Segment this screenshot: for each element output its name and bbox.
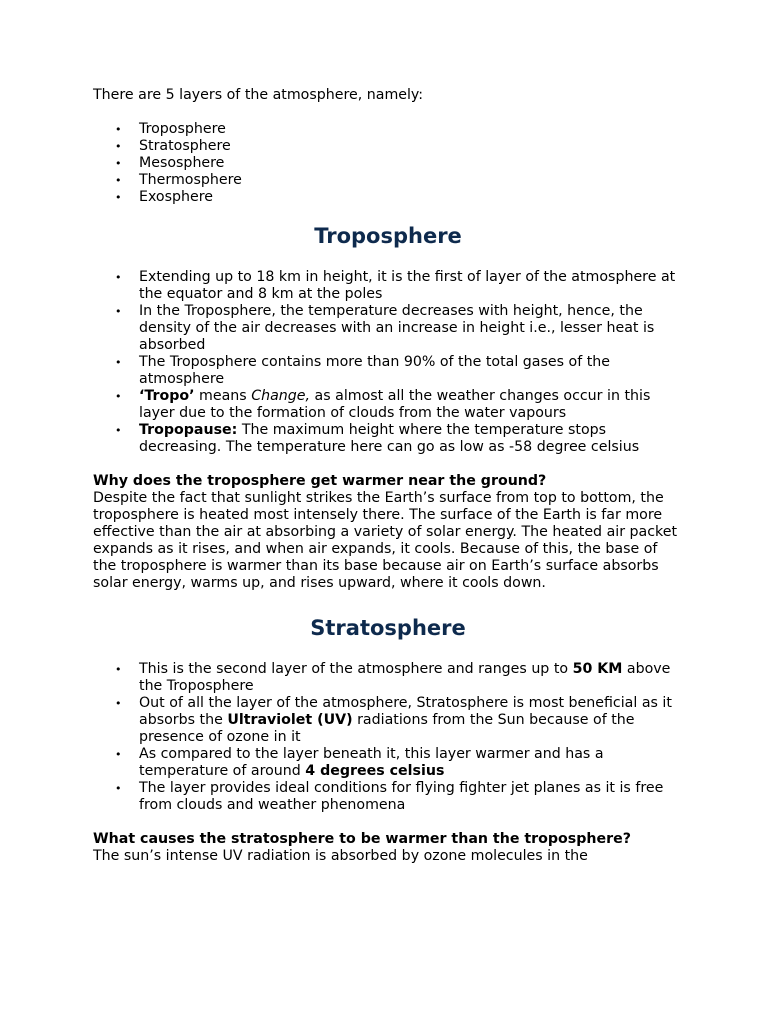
list-item-mesosphere: • Mesosphere xyxy=(139,155,683,172)
list-item xyxy=(139,422,683,456)
tropopause-term: Tropopause: xyxy=(139,422,238,438)
strat-temp-text: As compared to the layer beneath it, this layer warmer and has a temperature of around xyxy=(139,746,604,779)
strat-range-value: 50 KM xyxy=(572,661,623,677)
document-page xyxy=(93,87,683,865)
troposphere-qa xyxy=(93,473,683,592)
intro-text: There are 5 layers of the atmosphere, namely: xyxy=(93,87,424,103)
strat-uv-text: Out of all the layer of the atmosphere, Stratosphere is most beneficial as it absorbs the xyxy=(139,695,672,728)
stratosphere-qa xyxy=(93,831,683,865)
strat-range-text: This is the second layer of the atmosphere and ranges up to xyxy=(139,661,573,677)
list-item-troposphere: • Troposphere xyxy=(139,121,683,138)
troposphere-heading: Troposphere xyxy=(314,224,462,248)
tropo-term: ‘Tropo’ xyxy=(139,388,195,404)
list-item xyxy=(139,661,683,695)
list-item: • Extending up to 18 km in height, it is the first of layer of the atmosphere at the equator and 8 km at the poles xyxy=(139,269,683,303)
list-item-exosphere: • Exosphere xyxy=(139,189,683,206)
stratosphere-answer: The sun’s intense UV radiation is absorbed by ozone molecules in the xyxy=(93,848,588,864)
list-item-thermosphere: • Thermosphere xyxy=(139,172,683,189)
strat-uv-term: Ultraviolet (UV) xyxy=(227,712,353,728)
layers-list xyxy=(93,121,683,206)
stratosphere-heading: Stratosphere xyxy=(310,616,466,640)
stratosphere-question: What causes the stratosphere to be warmer than the troposphere? xyxy=(93,831,631,847)
list-item-stratosphere: • Stratosphere xyxy=(139,138,683,155)
tropopause-definition: The maximum height where the temperature stops decreasing. The temperature here can go as low as -58 degree celsius xyxy=(139,422,640,455)
tropo-means: means xyxy=(194,388,252,404)
strat-temp-value: 4 degrees celsius xyxy=(305,763,445,779)
strat-uv-suffix: radiations from the Sun because of the presence of ozone in it xyxy=(139,712,635,745)
troposphere-facts-list xyxy=(93,269,683,456)
list-item xyxy=(139,695,683,746)
troposphere-question: Why does the troposphere get warmer near the ground? xyxy=(93,473,547,489)
list-item: • In the Troposphere, the temperature decreases with height, hence, the density of the air decreases with an increase in height i.e., lesser heat is absorbed xyxy=(139,303,683,354)
list-item xyxy=(139,388,683,422)
tropo-meaning: Change, xyxy=(251,388,311,404)
list-item: • The layer provides ideal conditions for flying fighter jet planes as it is free from clouds and weather phenomena xyxy=(139,780,683,814)
list-item: • The Troposphere contains more than 90% of the total gases of the atmosphere xyxy=(139,354,683,388)
list-item xyxy=(139,746,683,780)
tropo-explanation: as almost all the weather changes occur in this layer due to the formation of clouds from the water vapours xyxy=(139,388,651,421)
strat-range-suffix: above the Troposphere xyxy=(139,661,671,694)
troposphere-answer: Despite the fact that sunlight strikes the Earth’s surface from top to bottom, the troposphere is heated most intensely there. The surface of the Earth is far more effective than the air at absorbing a variety of solar energy. The heated air packet expands as it rises, and when air expands, it cools. Because of this, the base of the troposphere is warmer than its base because air on Earth’s surface absorbs solar energy, warms up, and rises upward, where it cools down. xyxy=(93,490,678,591)
stratosphere-facts-list xyxy=(93,661,683,814)
